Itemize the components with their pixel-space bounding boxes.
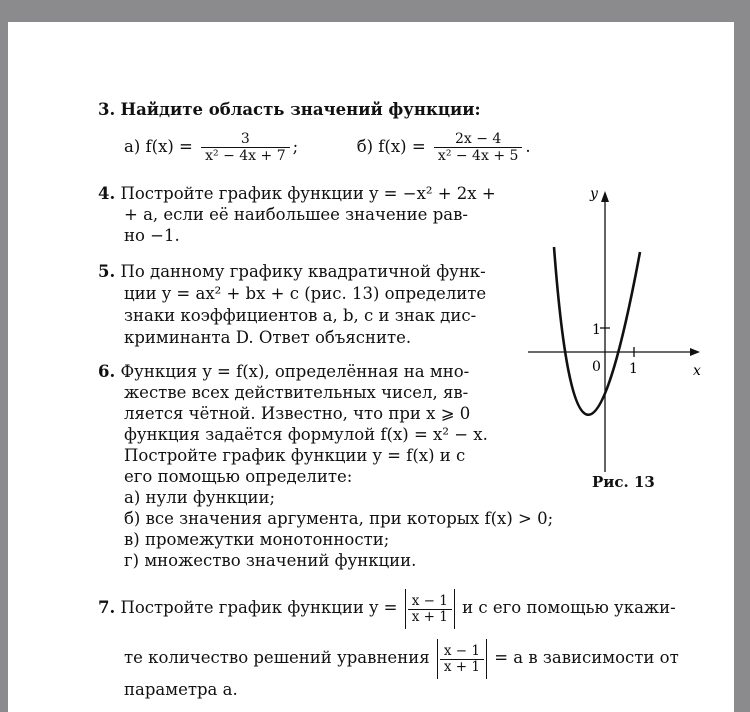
problem-6-item-b: б) все значения аргумента, при которых f(x) > 0; [124, 509, 554, 528]
problem-3-text: Найдите область значений функции: [120, 100, 481, 119]
problem-6-text-2: жестве всех действительных чисел, яв- [124, 383, 469, 402]
problem-7-text-2b: = a в зависимости от [494, 648, 679, 667]
problem-6-item-d: г) множество значений функции. [124, 551, 417, 570]
problem-4-text-1: Постройте график функции y = −x² + 2x + [120, 184, 496, 203]
y-axis-arrow [601, 191, 609, 202]
problem-6-item-a: а) нули функции; [124, 488, 276, 507]
problem-6-item-c: в) промежутки монотонности; [124, 530, 390, 549]
problem-7-text-2a: те количество решений уравнения [124, 648, 430, 667]
x-axis-arrow [690, 348, 700, 356]
figure-13-graph [528, 182, 708, 492]
abs-fraction-1-numerator: x − 1 [408, 594, 452, 610]
problem-6-text-3: ляется чётной. Известно, что при x ⩾ 0 [124, 404, 471, 423]
problem-5-text-1: По данному графику квадратичной функ- [120, 262, 486, 281]
problem-7-text-3: параметра a. [124, 680, 238, 699]
problem-7-text-1b: и с его помощью укажи- [462, 598, 676, 617]
origin-label: 0 [592, 359, 601, 375]
abs-fraction-2-denominator: x + 1 [443, 658, 480, 675]
problem-6-line-1 [98, 362, 469, 382]
formula-a-fraction [201, 131, 289, 164]
problem-3-formulas [124, 130, 531, 164]
formula-a-end: ; [292, 137, 299, 156]
problem-5-text-2: ции y = ax² + bx + c (рис. 13) определите [124, 284, 487, 303]
textbook-page [8, 22, 734, 712]
problem-6-text-5: Постройте график функции y = f(x) и с [124, 446, 466, 465]
problem-5-text-3: знаки коэффициентов a, b, c и знак дис- [124, 306, 477, 325]
problem-7-number: 7. [98, 598, 116, 617]
formula-a-denominator: x² − 4x + 7 [205, 148, 286, 164]
problem-7-line-1 [98, 588, 676, 629]
abs-fraction-2-numerator: x − 1 [440, 644, 484, 660]
problem-4-line-1 [98, 184, 496, 204]
problem-6-text-4: функция задаётся формулой f(x) = x² − x. [124, 425, 488, 444]
problem-4-text-3: но −1. [124, 226, 180, 245]
problem-5-text-4: криминанта D. Ответ объясните. [124, 328, 412, 347]
problem-4-text-2: + a, если её наибольшее значение рав- [124, 205, 468, 224]
formula-b-label: б) f(x) = [356, 137, 426, 156]
y-one-label: 1 [592, 322, 601, 338]
y-axis-label: y [590, 186, 598, 202]
formula-b-denominator: x² − 4x + 5 [437, 148, 519, 164]
formula-b-numerator: 2x − 4 [434, 131, 522, 148]
problem-6-number: 6. [98, 362, 116, 381]
formula-a-label: а) f(x) = [124, 137, 193, 156]
formula-a-numerator: 3 [201, 131, 289, 148]
abs-fraction-1-denominator: x + 1 [411, 608, 448, 625]
problem-5-line-1 [98, 262, 486, 282]
problem-6-text-6: его помощью определите: [124, 467, 353, 486]
formula-b-fraction [434, 131, 522, 164]
problem-7-text-1a: Постройте график функции y = [120, 598, 398, 617]
formula-b-end: . [525, 137, 531, 156]
abs-fraction-2 [437, 639, 487, 679]
problem-4-number: 4. [98, 184, 116, 203]
abs-fraction-1 [405, 589, 455, 629]
problem-6-text-1: Функция y = f(x), определённая на мно- [120, 362, 470, 381]
x-axis-label: x [693, 363, 701, 379]
problem-5-number: 5. [98, 262, 116, 281]
x-one-label: 1 [629, 361, 638, 377]
problem-3-heading [98, 100, 481, 120]
problem-7-line-2 [124, 638, 679, 679]
problem-3-number: 3. [98, 100, 116, 119]
figure-caption-text: Рис. 13 [592, 473, 655, 491]
